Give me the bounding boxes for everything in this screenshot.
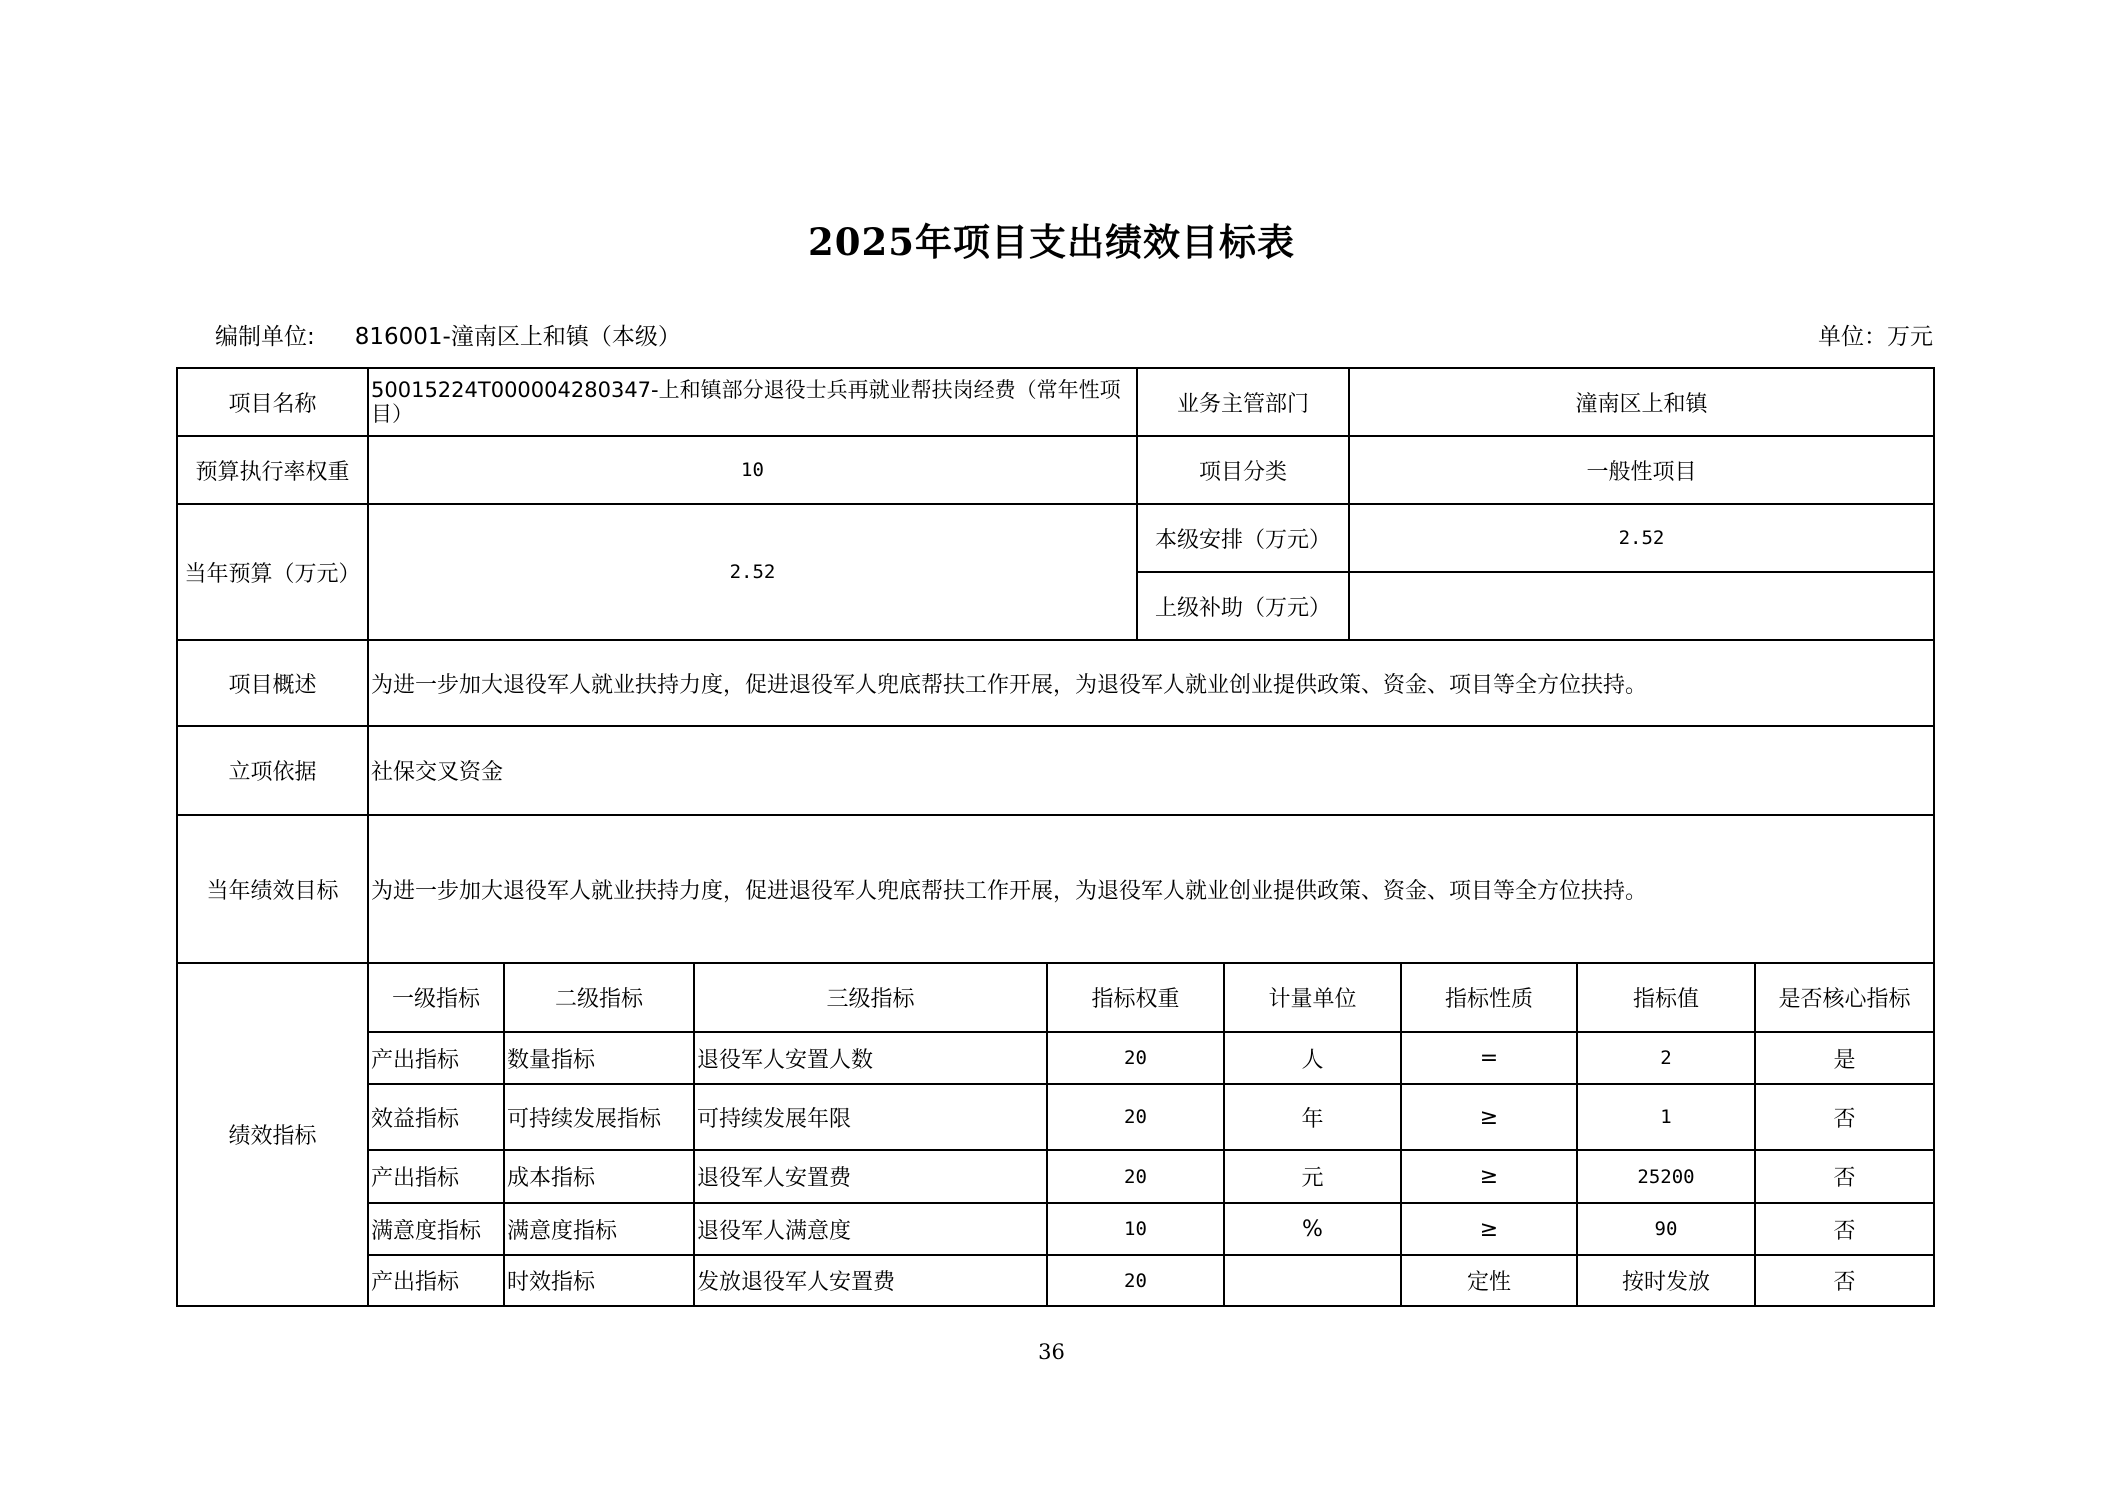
core-cell: 否 xyxy=(1755,1084,1933,1150)
budget-weight-value: 10 xyxy=(368,436,1137,504)
unit-cell: % xyxy=(1224,1203,1401,1255)
nature-cell: ≥ xyxy=(1401,1084,1577,1150)
table-row xyxy=(369,1084,1933,1150)
level2-cell: 可持续发展指标 xyxy=(504,1084,694,1150)
level3-cell: 退役军人安置人数 xyxy=(694,1032,1047,1084)
goal-label: 当年绩效目标 xyxy=(177,815,368,963)
dept-label: 业务主管部门 xyxy=(1137,368,1349,436)
weight-cell: 20 xyxy=(1047,1084,1224,1150)
goal-value: 为进一步加大退役军人就业扶持力度，促进退役军人兜底帮扶工作开展，为退役军人就业创业提供政策、资金、项目等全方位扶持。 xyxy=(368,815,1934,963)
annual-budget-value: 2.52 xyxy=(368,504,1137,640)
weight-cell: 20 xyxy=(1047,1255,1224,1305)
core-cell: 否 xyxy=(1755,1203,1933,1255)
header-level3: 三级指标 xyxy=(694,964,1047,1032)
page-title: 2025年项目支出绩效目标表 xyxy=(808,220,1295,264)
core-cell: 是 xyxy=(1755,1032,1933,1084)
level3-cell: 退役军人安置费 xyxy=(694,1150,1047,1203)
unit-cell: 人 xyxy=(1224,1032,1401,1084)
category-value: 一般性项目 xyxy=(1349,436,1934,504)
performance-target-table xyxy=(176,367,1935,1307)
unit-cell: 元 xyxy=(1224,1150,1401,1203)
upper-subsidy-label: 上级补助（万元） xyxy=(1137,572,1349,640)
level3-cell: 发放退役军人安置费 xyxy=(694,1255,1047,1305)
level2-cell: 成本指标 xyxy=(504,1150,694,1203)
row-goal xyxy=(177,815,1934,963)
row-budget-weight xyxy=(177,436,1934,504)
header-level2: 二级指标 xyxy=(504,964,694,1032)
row-project-name xyxy=(177,368,1934,436)
value-cell: 1 xyxy=(1577,1084,1755,1150)
header-nature: 指标性质 xyxy=(1401,964,1577,1032)
budget-weight-label: 预算执行率权重 xyxy=(177,436,368,504)
basis-value: 社保交叉资金 xyxy=(368,726,1934,815)
level2-cell: 时效指标 xyxy=(504,1255,694,1305)
weight-cell: 20 xyxy=(1047,1032,1224,1084)
currency-unit: 单位：万元 xyxy=(1818,324,1933,350)
overview-label: 项目概述 xyxy=(177,640,368,726)
level1-cell: 产出指标 xyxy=(369,1150,504,1203)
upper-subsidy-value xyxy=(1349,572,1934,640)
header-value: 指标值 xyxy=(1577,964,1755,1032)
value-cell: 25200 xyxy=(1577,1150,1755,1203)
table-row xyxy=(369,1150,1933,1203)
indicators-header-row xyxy=(369,964,1933,1032)
level1-cell: 效益指标 xyxy=(369,1084,504,1150)
indicators-label: 绩效指标 xyxy=(177,963,368,1306)
dept-value: 潼南区上和镇 xyxy=(1349,368,1934,436)
page-number: 36 xyxy=(1038,1340,1065,1364)
nature-cell: ≥ xyxy=(1401,1203,1577,1255)
indicators-table xyxy=(369,964,1933,1305)
level2-cell: 满意度指标 xyxy=(504,1203,694,1255)
local-funding-value: 2.52 xyxy=(1349,504,1934,572)
level1-cell: 产出指标 xyxy=(369,1032,504,1084)
core-cell: 否 xyxy=(1755,1150,1933,1203)
value-cell: 2 xyxy=(1577,1032,1755,1084)
core-cell: 否 xyxy=(1755,1255,1933,1305)
level3-cell: 可持续发展年限 xyxy=(694,1084,1047,1150)
table-row xyxy=(369,1032,1933,1084)
project-name-label: 项目名称 xyxy=(177,368,368,436)
weight-cell: 10 xyxy=(1047,1203,1224,1255)
level1-cell: 满意度指标 xyxy=(369,1203,504,1255)
compiling-unit-value: 816001-潼南区上和镇（本级） xyxy=(354,324,681,350)
header-level1: 一级指标 xyxy=(369,964,504,1032)
row-indicators xyxy=(177,963,1934,1306)
annual-budget-label: 当年预算（万元） xyxy=(177,504,368,640)
value-cell: 90 xyxy=(1577,1203,1755,1255)
level1-cell: 产出指标 xyxy=(369,1255,504,1305)
nature-cell: 定性 xyxy=(1401,1255,1577,1305)
level3-cell: 退役军人满意度 xyxy=(694,1203,1047,1255)
header-core: 是否核心指标 xyxy=(1755,964,1933,1032)
project-name-value: 50015224T000004280347-上和镇部分退役士兵再就业帮扶岗经费（常年性项目） xyxy=(368,368,1137,436)
overview-value: 为进一步加大退役军人就业扶持力度，促进退役军人兜底帮扶工作开展，为退役军人就业创业提供政策、资金、项目等全方位扶持。 xyxy=(368,640,1934,726)
header-weight: 指标权重 xyxy=(1047,964,1224,1032)
local-funding-label: 本级安排（万元） xyxy=(1137,504,1349,572)
row-basis xyxy=(177,726,1934,815)
nature-cell: ≥ xyxy=(1401,1150,1577,1203)
category-label: 项目分类 xyxy=(1137,436,1349,504)
row-annual-budget xyxy=(177,504,1934,572)
indicators-cell xyxy=(368,963,1934,1306)
table-row xyxy=(369,1255,1933,1305)
basis-label: 立项依据 xyxy=(177,726,368,815)
nature-cell: = xyxy=(1401,1032,1577,1084)
unit-cell: 年 xyxy=(1224,1084,1401,1150)
row-overview xyxy=(177,640,1934,726)
weight-cell: 20 xyxy=(1047,1150,1224,1203)
value-cell: 按时发放 xyxy=(1577,1255,1755,1305)
compiling-unit-label: 编制单位: xyxy=(215,324,315,350)
compiling-unit xyxy=(215,318,681,351)
level2-cell: 数量指标 xyxy=(504,1032,694,1084)
unit-cell xyxy=(1224,1255,1401,1305)
header-unit: 计量单位 xyxy=(1224,964,1401,1032)
table-row xyxy=(369,1203,1933,1255)
